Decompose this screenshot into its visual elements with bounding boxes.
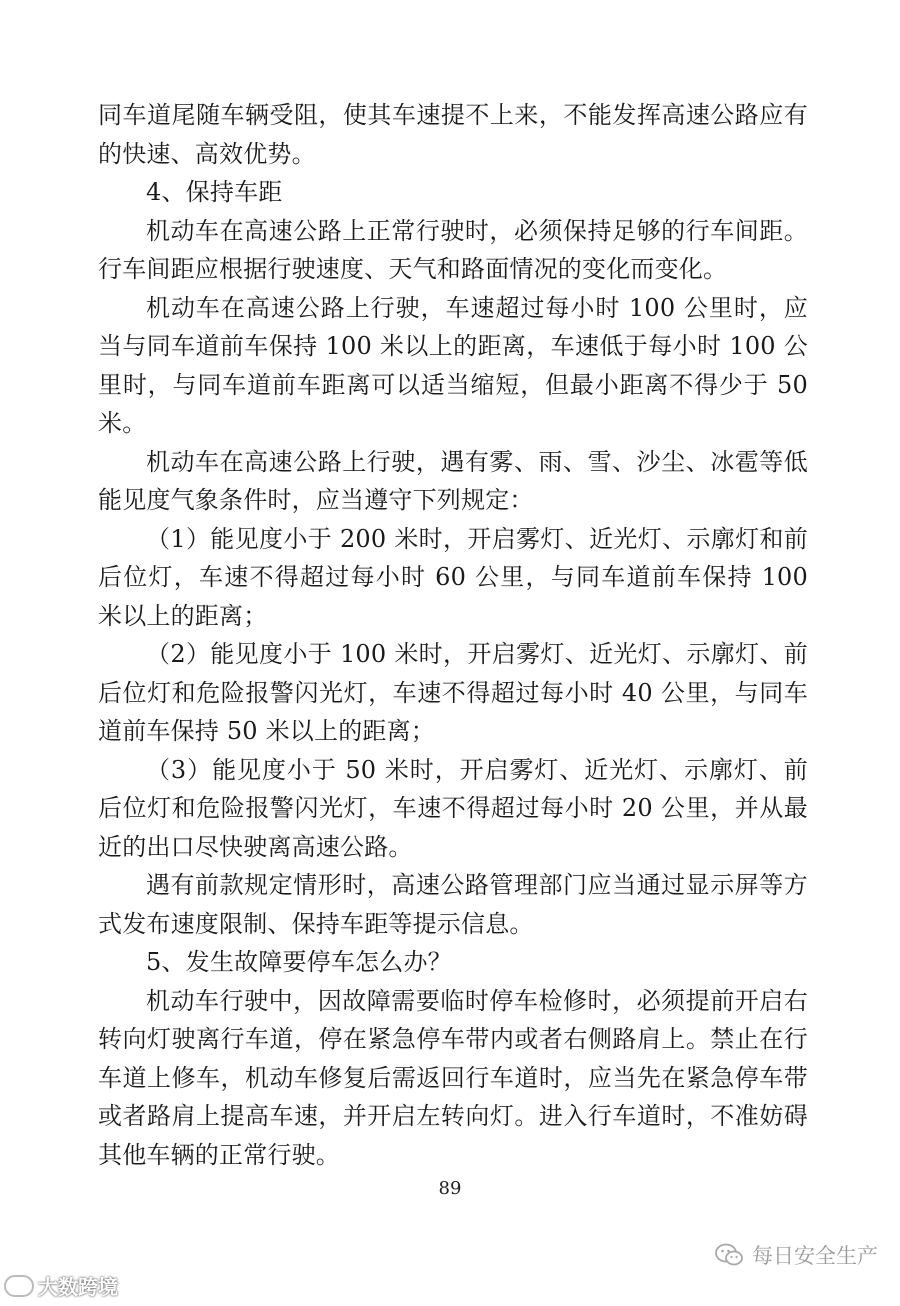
list-item: （1）能见度小于 200 米时，开启雾灯、近光灯、示廓灯和前后位灯，车速不得超过每小时 60 公里，与同车道前车保持 100 米以上的距离；	[98, 524, 808, 630]
paragraph: 机动车在高速公路上正常行驶时，必须保持足够的行车间距。行车间距应根据行驶速度、天气和路面情况的变化而变化。	[98, 216, 808, 283]
page-number: 89	[438, 1178, 462, 1199]
paragraph: 遇有前款规定情形时，高速公路管理部门应当通过显示屏等方式发布速度限制、保持车距等提示信息。	[98, 871, 808, 938]
page-body	[98, 96, 808, 1174]
wechat-icon	[714, 1242, 744, 1268]
watermark-right-text: 每日安全生产	[752, 1244, 878, 1268]
section-heading-breakdown: 5、发生故障要停车怎么办？	[146, 948, 452, 976]
paragraph: 机动车行驶中，因故障需要临时停车检修时，必须提前开启右转向灯驶离行车道，停在紧急停车带内或者右侧路肩上。禁止在行车道上修车，机动车修复后需返回行车道时，应当先在紧急停车带或者路肩上提高车速，并开启左转向灯。进入行车道时，不准妨碍其他车辆的正常行驶。	[98, 986, 808, 1169]
watermark-right	[714, 1240, 878, 1270]
watermark-left	[4, 1271, 118, 1300]
list-item: （2）能见度小于 100 米时，开启雾灯、近光灯、示廓灯、前后位灯和危险报警闪光灯，车速不得超过每小时 40 公里，与同车道前车保持 50 米以上的距离；	[98, 640, 808, 745]
brand-logo-icon	[4, 1275, 34, 1297]
paragraph: 机动车在高速公路上行驶，遇有雾、雨、雪、沙尘、冰雹等低能见度气象条件时，应当遵守下列规定：	[98, 447, 808, 514]
list-item: （3）能见度小于 50 米时，开启雾灯、近光灯、示廓灯、前后位灯和危险报警闪光灯，车速不得超过每小时 20 公里，并从最近的出口尽快驶离高速公路。	[98, 755, 808, 861]
section-heading-keep-distance: 4、保持车距	[146, 178, 283, 206]
paragraph: 机动车在高速公路上行驶，车速超过每小时 100 公里时，应当与同车道前车保持 100 米以上的距离，车速低于每小时 100 公里时，与同车道前车距离可以适当缩短，但最小距离不得少于 50 米。	[98, 293, 808, 437]
watermark-left-text: 大数跨境	[38, 1275, 118, 1299]
paragraph-continuation: 同车道尾随车辆受阻，使其车速提不上来，不能发挥高速公路应有的快速、高效优势。	[98, 101, 808, 168]
